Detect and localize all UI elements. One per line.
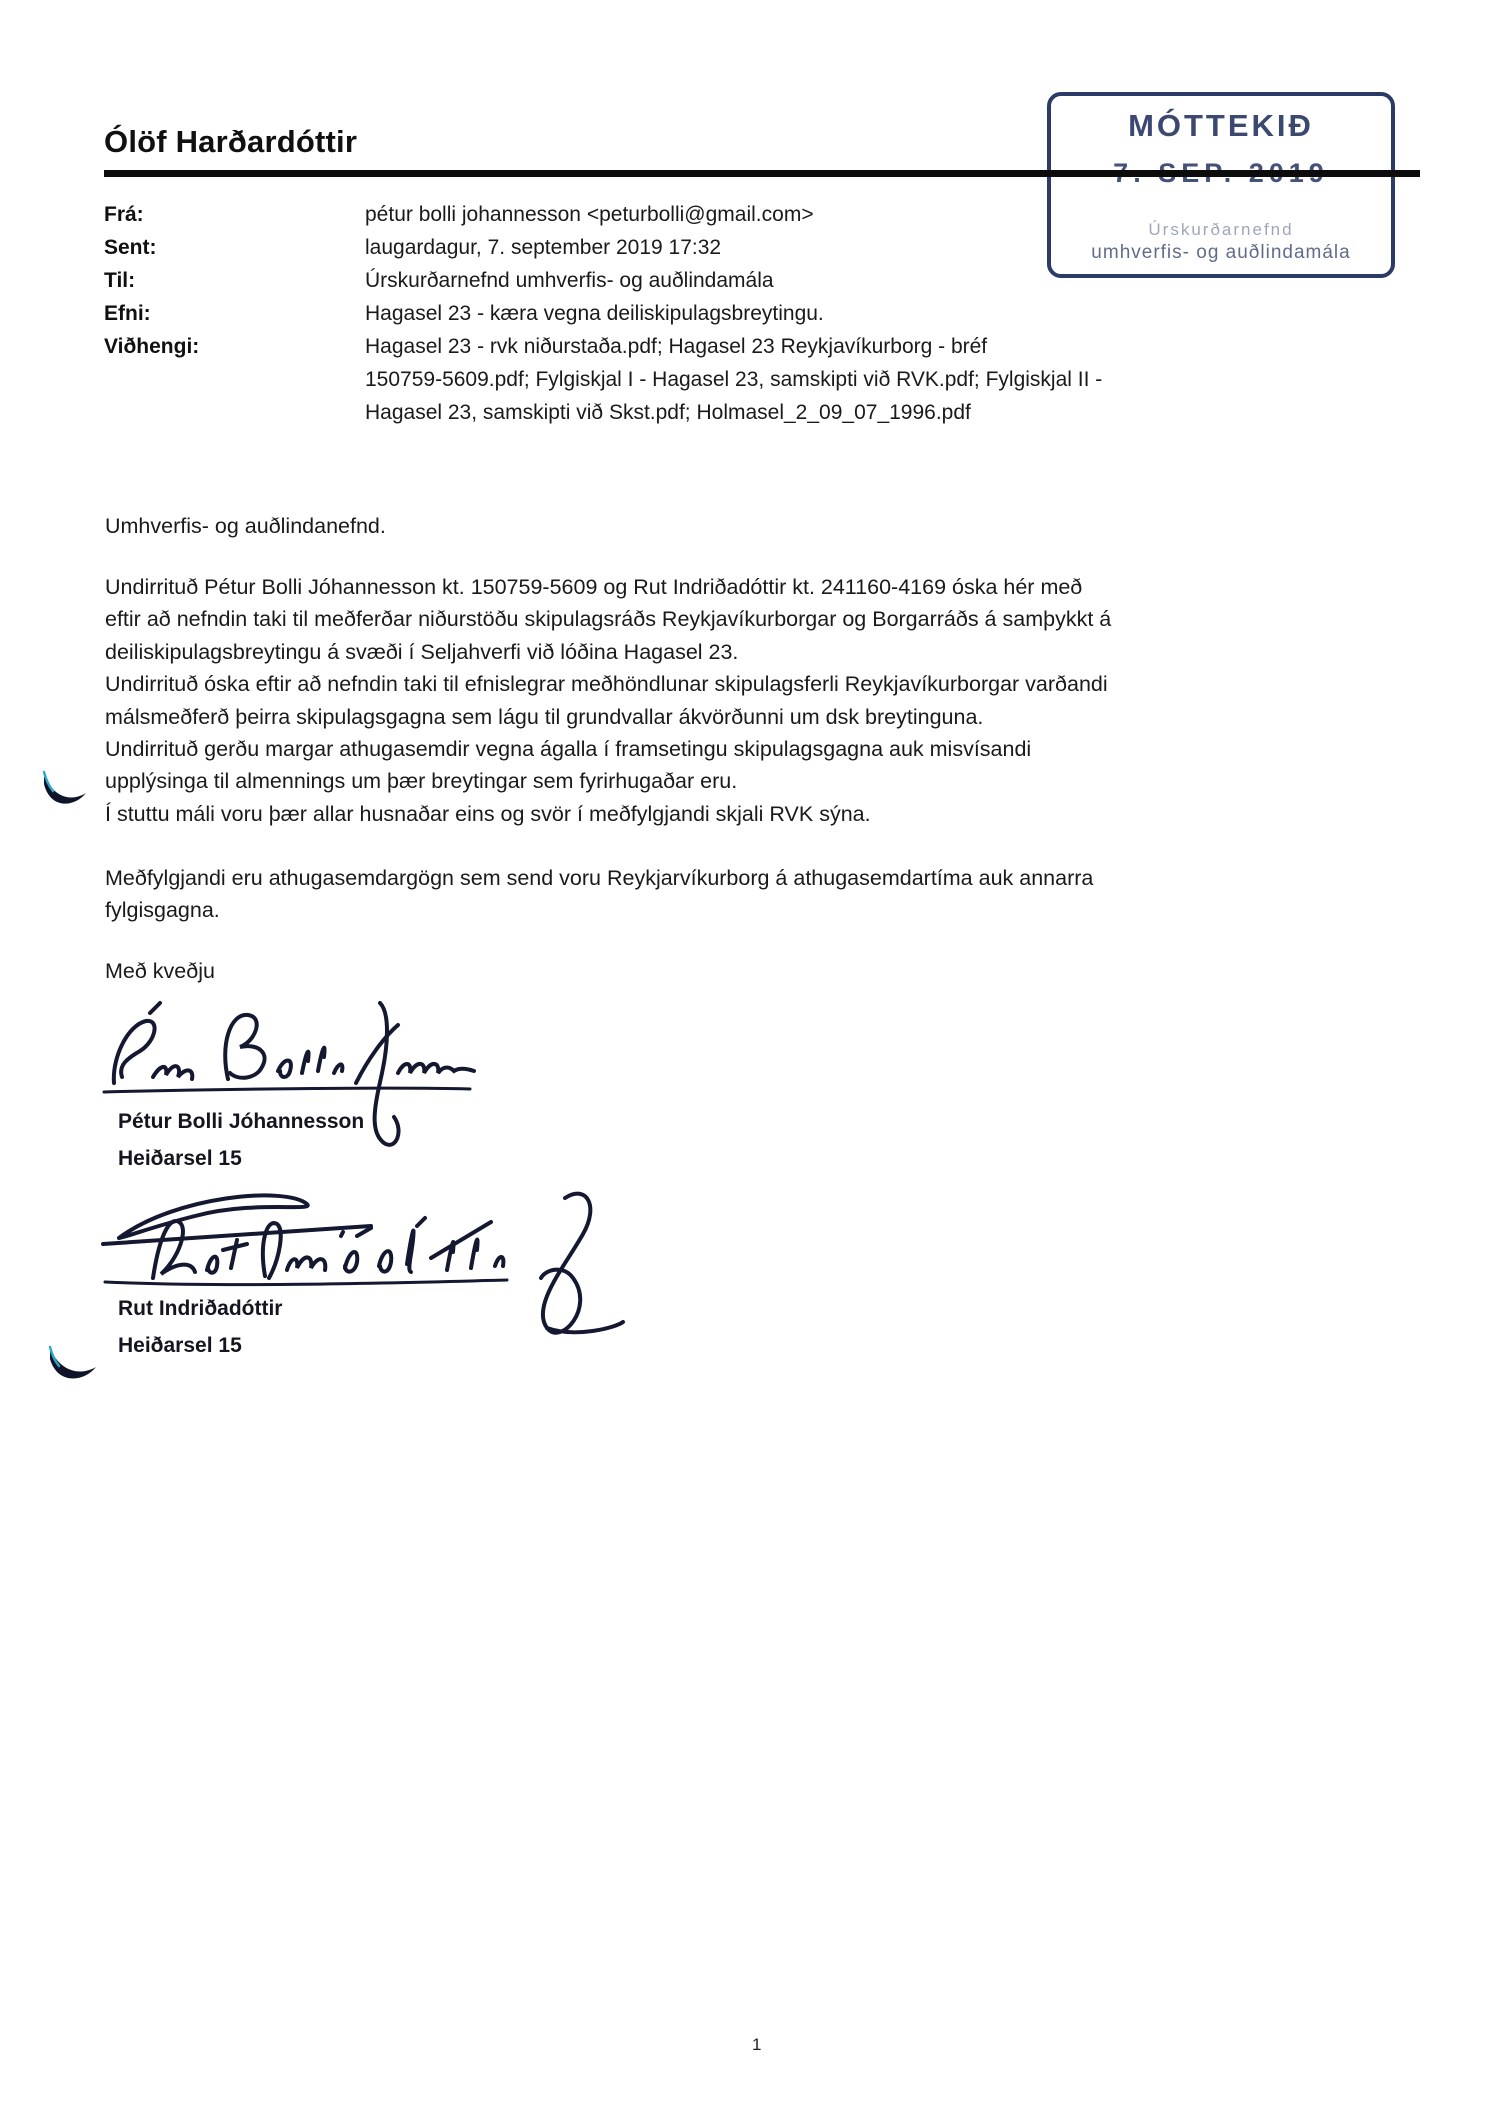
body-paragraph-1: [105, 571, 1111, 830]
body-text-line: málsmeðferð þeirra skipulagsgagna sem lágu til grundvallar ákvörðunni um dsk breytinguna.: [105, 704, 984, 729]
body-text-line: Meðfylgjandi eru athugasemdargögn sem send voru Reykjarvíkurborg á athugasemdartíma auk annarra: [105, 866, 1094, 890]
handwritten-signature-rut: [95, 1178, 635, 1358]
field-label-subject: Efni:: [104, 302, 151, 325]
body-closing: Með kveðju: [105, 959, 215, 983]
signature-name-1: Pétur Bolli Jóhannesson: [118, 1110, 365, 1133]
hole-punch-artifact-top: [38, 766, 90, 812]
body-text-line: Í stuttu máli voru þær allar husnaðar eins og svör í meðfylgjandi skjali RVK sýna.: [105, 801, 871, 826]
page-number: 1: [752, 2035, 762, 2054]
body-text-line: fylgisgagna.: [105, 898, 220, 923]
field-label-attachments: Viðhengi:: [104, 335, 200, 358]
body-text-line: Undirrituð gerðu margar athugasemdir vegna ágalla í framsetingu skipulagsgagna auk misvísandi: [105, 737, 1032, 762]
body-text-line: deiliskipulagsbreytingu á svæði í Seljahverfi við lóðina Hagasel 23.: [105, 639, 739, 664]
hole-punch-artifact-bottom: [44, 1342, 100, 1386]
field-label-from: Frá:: [104, 203, 144, 226]
header-divider-line: [104, 170, 1420, 177]
field-value-sent: laugardagur, 7. september 2019 17:32: [365, 236, 722, 259]
stamp-org-line1: Úrskurðarnefnd: [1148, 220, 1294, 239]
body-text-line: Undirrituð Pétur Bolli Jóhannesson kt. 150759-5609 og Rut Indriðadóttir kt. 241160-4169 óska hér með: [105, 575, 1083, 599]
field-value-from: pétur bolli johannesson <peturbolli@gmail.com>: [365, 203, 814, 226]
body-text-line: eftir að nefndin taki til meðferðar niðurstöðu skipulagsráðs Reykjavíkurborgar og Borgarráðs á samþykkt á: [105, 607, 1112, 632]
signature-name-2: Rut Indriðadóttir: [118, 1297, 283, 1320]
field-label-to: Til:: [104, 269, 136, 292]
body-paragraph-2: [105, 862, 1093, 927]
signature-address-1: Heiðarsel 15: [118, 1147, 242, 1170]
body-text-line: upplýsinga til almennings um þær breytingar sem fyrirhugaðar eru.: [105, 769, 738, 794]
signature-address-2: Heiðarsel 15: [118, 1334, 242, 1357]
field-label-sent: Sent:: [104, 236, 157, 259]
stamp-title: MÓTTEKIÐ: [1128, 108, 1314, 143]
received-stamp: [1047, 92, 1395, 278]
page-title: Ólöf Harðardóttir: [104, 124, 358, 159]
body-greeting: Umhverfis- og auðlindanefnd.: [105, 514, 386, 538]
field-value-attachments-line2: 150759-5609.pdf; Fylgiskjal I - Hagasel 23, samskipti við RVK.pdf; Fylgiskjal II -: [365, 368, 1103, 391]
body-text-line: Undirrituð óska eftir að nefndin taki til efnislegrar meðhöndlunar skipulagsferli Reykjavíkurborgar varðandi: [105, 672, 1108, 697]
field-value-to: Úrskurðarnefnd umhverfis- og auðlindamála: [365, 269, 774, 292]
field-value-subject: Hagasel 23 - kæra vegna deiliskipulagsbreytingu.: [365, 302, 824, 325]
field-value-attachments-line1: Hagasel 23 - rvk niðurstaða.pdf; Hagasel 23 Reykjavíkurborg - bréf: [365, 335, 988, 358]
field-value-attachments-line3: Hagasel 23, samskipti við Skst.pdf; Holmasel_2_09_07_1996.pdf: [365, 401, 971, 424]
handwritten-signature-petur: [98, 985, 488, 1165]
stamp-org-line2: umhverfis- og auðlindamála: [1091, 242, 1351, 263]
